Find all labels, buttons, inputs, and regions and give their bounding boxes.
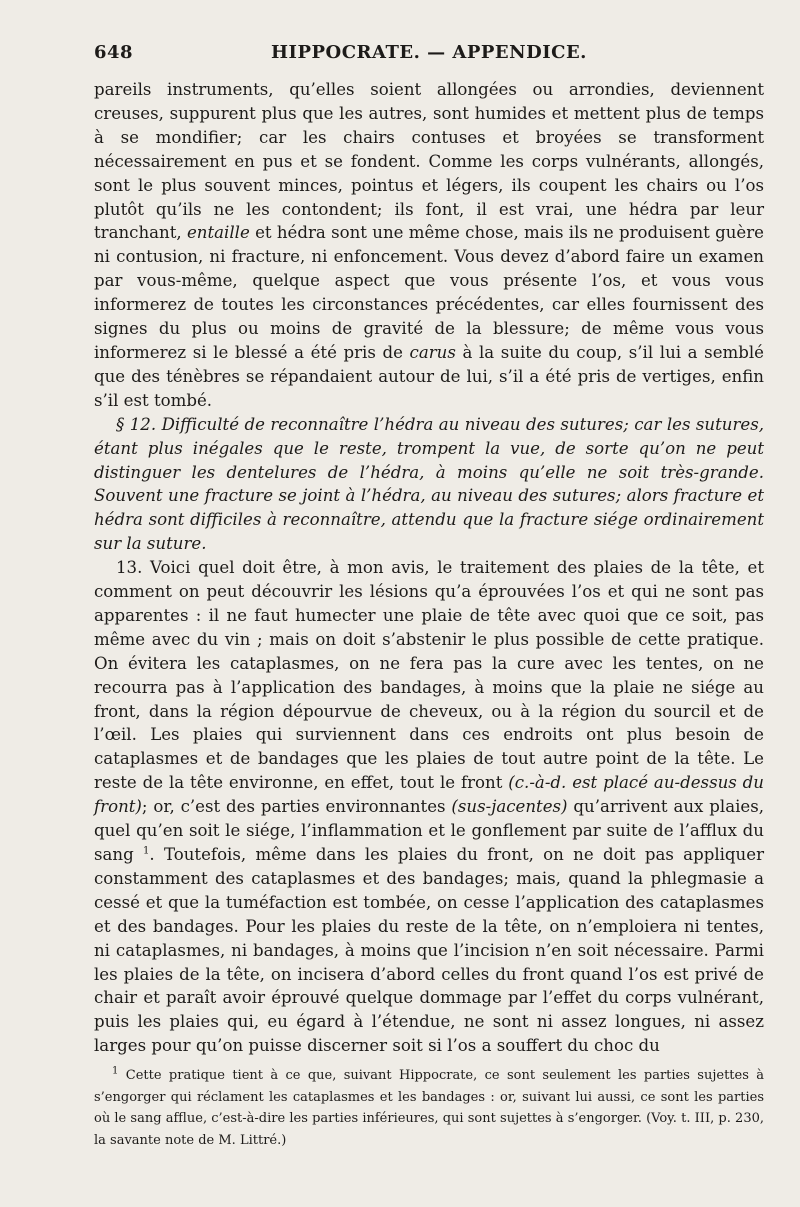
main-text bbox=[94, 78, 764, 1058]
italic-gloss: (c.-à-d. est placé au-dessus du front) bbox=[94, 773, 764, 817]
footnote-body: Cette pratique tient à ce que, suivant Hippocrate, ce sont seulement les parties sujettes à s’engorger qui réclament les cataplasmes et les bandages : or, suivant lui aussi, ce sont les parties où le sang afflue, c’est-à-dire les parties inférieures, qui sont sujettes à s’engorger. (Voy. t. III, p. 230, la savante note de M. Littré.) bbox=[94, 1068, 764, 1148]
footnote-reference: 1 bbox=[143, 845, 150, 857]
running-title: HIPPOCRATE. — APPENDICE. bbox=[271, 42, 587, 63]
text-run: . Toutefois, même dans les plaies du front, on ne doit pas appliquer constamment des cataplasmes et des bandages; mais, quand la phlegmasie a cessé et que la tuméfaction est tombée, on cesse l’application des cataplasmes et des bandages. Pour les plaies du reste de la tête, on n’emploiera ni tentes, ni cataplasmes, ni bandages, à moins que l’incision n’en soit nécessaire. Parmi les plaies de la tête, on incisera d’abord celles du front quand l’os est privé de chair et paraît avoir éprouvé quelque dommage par l’effet du corps vulnérant, puis les plaies qui, eu égard à l’étendue, ne sont ni assez longues, ni assez larges pour qu’on puisse discerner soit si l’os a souffert du choc du bbox=[94, 845, 764, 1056]
text-run: à la suite du coup, s’il lui a semblé que des ténèbres se répandaient autour de lui, s’il a été pris de vertiges, enfin s’il est tombé. bbox=[94, 342, 764, 410]
text-run: et hédra sont une même chose, mais ils ne produisent guère ni contusion, ni fracture, ni enfoncement. Vous devez d’abord faire un examen par vous-même, quelque aspect que vous présente l’os, et vous vous informerez de toutes les circonstances précédentes, car elles fournissent des signes du plus ou moins de gravité de la blessure; de même vous vous informerez si le blessé a été pris de bbox=[94, 223, 764, 362]
paragraph-continuation bbox=[94, 78, 764, 413]
text-run: pareils instruments, qu’elles soient allongées ou arrondies, deviennent creuses, suppurent plus que les autres, sont humides et mettent plus de temps à se mondifier; car les chairs contuses et broyées se transforment nécessairement en pus et se fondent. Comme les corps vulnérants, allongés, sont le plus souvent minces, pointus et légers, ils coupent les chairs ou l’os plutôt qu’ils ne les contondent; ils font, il est vrai, une hédra par leur tranchant, bbox=[94, 80, 764, 243]
running-header bbox=[94, 42, 764, 64]
text-run: ; or, c’est des parties environnantes bbox=[141, 797, 446, 817]
section-12-summary: § 12. Difficulté de reconnaître l’hédra au niveau des sutures; car les sutures, étant plus inégales que le reste, trompent la vue, de sorte qu’on ne peut distinguer les dentelures de l’hédra, à moins qu’elle ne soit très-grande. Souvent une fracture se joint à l’hédra, au niveau des sutures; alors fracture et hédra sont difficiles à reconnaître, attendu que la fracture siége ordinairement sur la suture. bbox=[94, 414, 764, 554]
italic-gloss: (sus-jacentes) bbox=[451, 797, 568, 817]
italic-term: entaille bbox=[186, 223, 250, 243]
footnote-marker: 1 bbox=[112, 1065, 119, 1077]
footnote-text bbox=[94, 1065, 764, 1151]
italic-term: carus bbox=[409, 342, 456, 362]
page-number: 648 bbox=[94, 42, 134, 63]
footnote bbox=[94, 1065, 764, 1151]
text-run: qu’arrivent aux plaies, quel qu’en soit le siége, l’inflammation et le gonflement par suite de l’afflux du sang bbox=[94, 797, 765, 864]
text-run: 13. Voici quel doit être, à mon avis, le traitement des plaies de la tête, et comment on peut découvrir les lésions qu’a éprouvées l’os et qui ne sont pas apparentes : il ne faut humecter une plaie de tête avec quoi que ce soit, pas même avec du vin ; mais on doit s’abstenir le plus possible de cette pratique. On évitera les cataplasmes, on ne fera pas la cure avec les tentes, on ne recourra pas à l’application des bandages, à moins que la plaie ne siége au front, dans la région dépourvue de cheveux, ou à la région du sourcil et de l’œil. Les plaies qui surviennent dans ces endroits ont plus besoin de cataplasmes et de bandages que les plaies de tout autre point de la tête. Le reste de la tête environne, en effet, tout le front bbox=[94, 558, 764, 793]
section-13-paragraph bbox=[94, 556, 764, 1058]
